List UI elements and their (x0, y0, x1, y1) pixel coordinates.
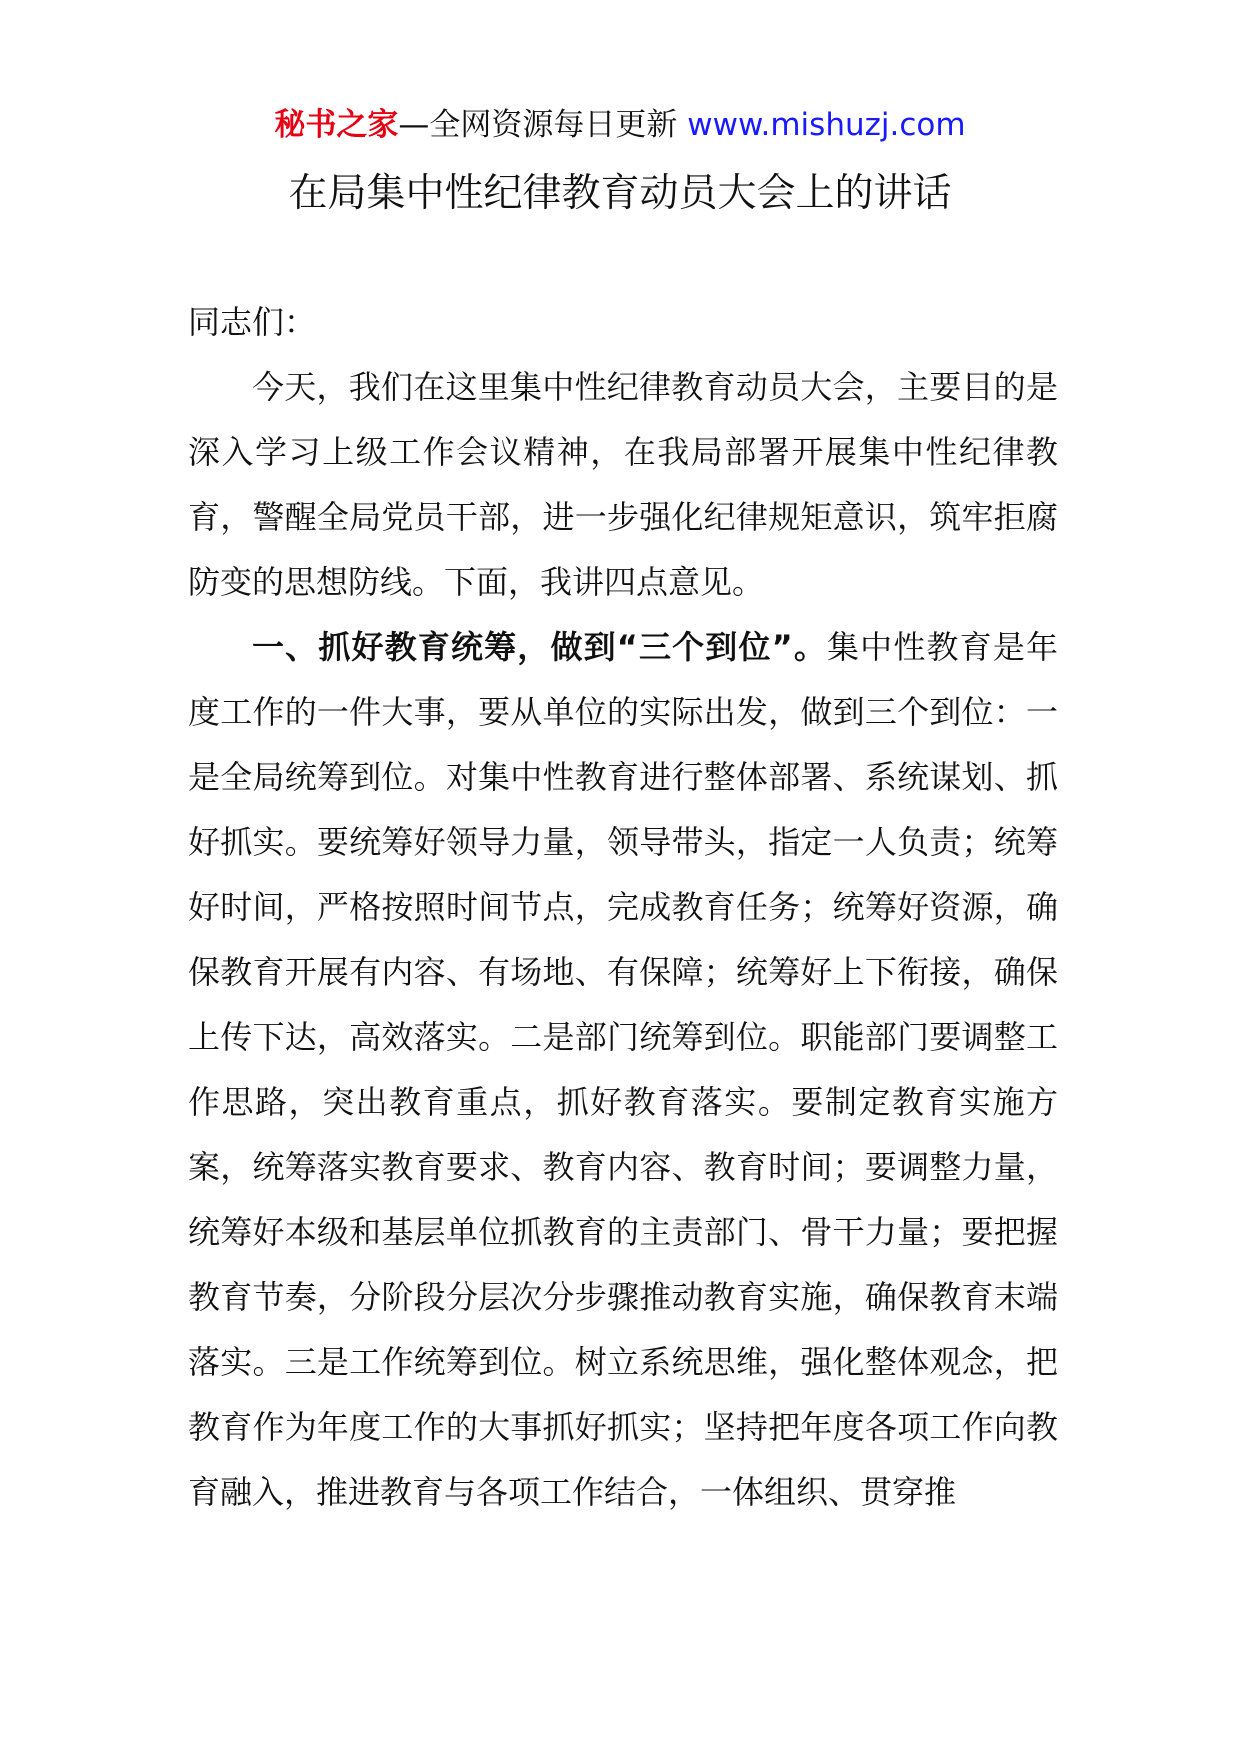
site-banner (0, 100, 1240, 150)
document-title: 在局集中性纪律教育动员大会上的讲话 (288, 171, 952, 216)
paragraph-section-1 (188, 615, 1058, 1525)
paragraph-section-1-text: 集中性教育是年度工作的一件大事，要从单位的实际出发，做到三个到位：一是全局统筹到位。对集中性教育进行整体部署、系统谋划、抓好抓实。要统筹好领导力量，领导带头，指定一人负责；统筹好时间，严格按照时间节点，完成教育任务；统筹好资源，确保教育开展有内容、有场地、有保障；统筹好上下衔接，确保上传下达，高效落实。二是部门统筹到位。职能部门要调整工作思路，突出教育重点，抓好教育落实。要制定教育实施方案，统筹落实教育要求、教育内容、教育时间；要调整力量，统筹好本级和基层单位抓教育的主责部门、骨干力量；要把握教育节奏，分阶段分层次分步骤推动教育实施，确保教育末端落实。三是工作统筹到位。树立系统思维，强化整体观念，把教育作为年度工作的大事抓好抓实；坚持把年度各项工作向教育融入，推进教育与各项工作结合，一体组织、贯穿推 (188, 628, 1058, 1511)
banner-url[interactable]: www.mishuzj.com (687, 107, 966, 143)
banner-tagline: —全网资源每日更新 (398, 107, 688, 143)
banner-brand: 秘书之家 (274, 107, 399, 143)
paragraph-intro (188, 355, 1058, 615)
section-heading-1: 一、抓好教育统筹，做到“三个到位”。 (252, 628, 827, 666)
document-body (188, 290, 1058, 1525)
paragraph-intro-text: 今天，我们在这里集中性纪律教育动员大会，主要目的是深入学习上级工作会议精神，在我局部署开展集中性纪律教育，警醒全局党员干部，进一步强化纪律规矩意识，筑牢拒腐防变的思想防线。下面，我讲四点意见。 (188, 368, 1058, 601)
salutation: 同志们： (188, 303, 317, 341)
